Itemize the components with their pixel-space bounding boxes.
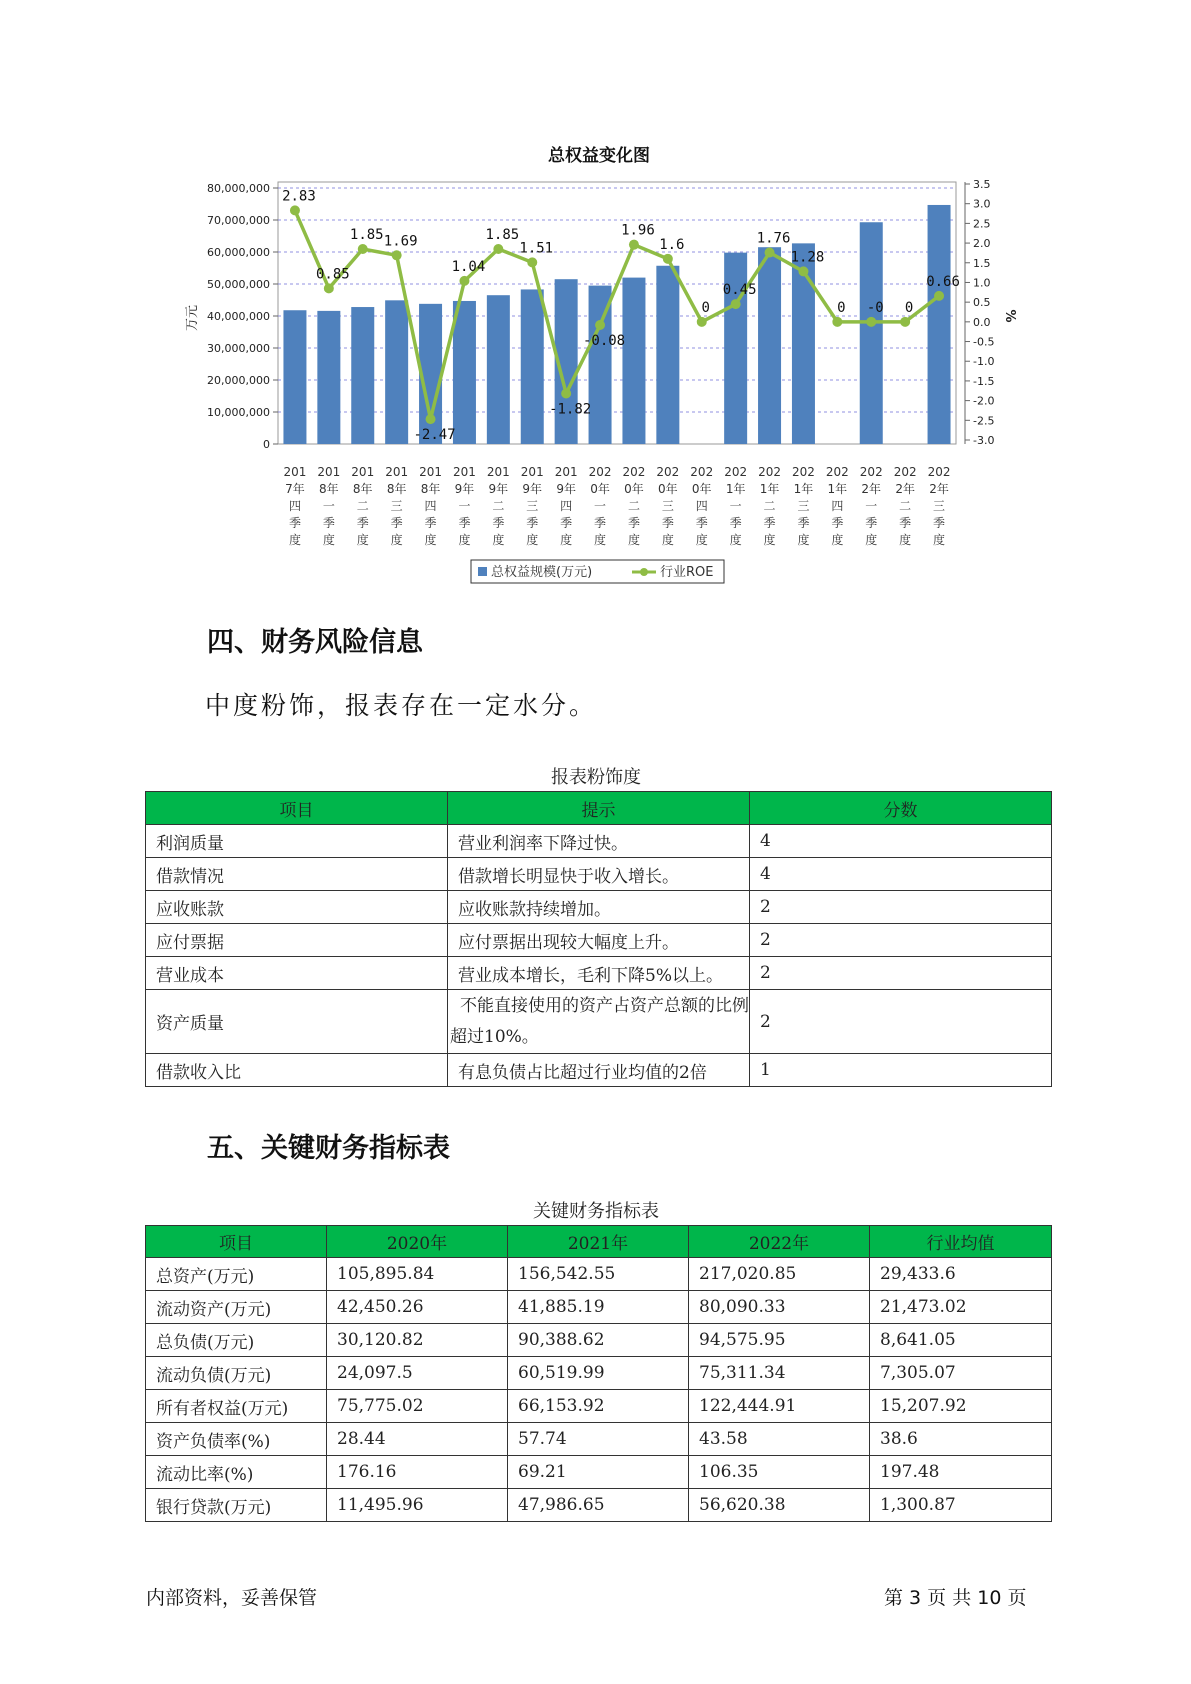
x-tick-label: 2年 [929, 482, 949, 496]
key-metric-value: 24,097.5 [327, 1357, 508, 1390]
risk-item: 借款收入比 [146, 1054, 448, 1087]
x-tick-label: 季 [526, 516, 539, 530]
key-metric-value: 197.48 [870, 1456, 1052, 1489]
legend-bar-label: 总权益规模(万元) [491, 565, 593, 580]
x-tick-label: 202 [825, 465, 849, 479]
key-metric-value: 217,020.85 [689, 1258, 870, 1291]
x-tick-label: 季 [288, 516, 301, 530]
x-tick-label: 季 [695, 516, 708, 530]
roe-point [426, 414, 436, 424]
x-tick-label: 8年 [386, 482, 407, 496]
x-tick-label: 季 [356, 516, 369, 530]
equity-bar [317, 311, 340, 444]
risk-score: 2 [750, 957, 1052, 990]
roe-data-label: -2.47 [413, 427, 456, 444]
key-metric-value: 7,305.07 [870, 1357, 1052, 1390]
key-metric-value: 75,775.02 [327, 1390, 508, 1423]
x-tick-label: 7年 [285, 482, 305, 496]
y-tick-label: 30,000,000 [207, 342, 270, 355]
x-tick-label: 202 [927, 465, 951, 479]
x-tick-label: 度 [526, 533, 539, 547]
key-metric-name: 流动负债(万元) [146, 1357, 327, 1390]
roe-point [934, 291, 944, 301]
equity-bar [351, 307, 374, 444]
plot-frame [278, 182, 956, 444]
key-header-cell: 2021年 [508, 1226, 689, 1258]
x-tick-label: 9年 [488, 482, 509, 496]
x-tick-label: 度 [492, 533, 505, 547]
equity-bar [521, 289, 544, 444]
x-tick-label: 季 [560, 516, 573, 530]
x-tick-label: 度 [627, 533, 640, 547]
x-tick-label: 度 [458, 533, 471, 547]
roe-data-label: 1.76 [756, 230, 791, 247]
key-metric-name: 总负债(万元) [146, 1324, 327, 1357]
key-metric-name: 资产负债率(%) [146, 1423, 327, 1456]
roe-point [900, 317, 910, 327]
x-tick-label: 季 [424, 516, 437, 530]
risk-score: 2 [750, 891, 1052, 924]
x-tick-label: 0年 [691, 482, 712, 496]
risk-hint: 应收账款持续增加。 [448, 891, 750, 924]
x-tick-label: 度 [560, 533, 573, 547]
x-tick-label: 四 [831, 499, 844, 513]
y-tick-label: 10,000,000 [207, 406, 270, 419]
roe-point [358, 244, 368, 254]
x-tick-label: 三 [933, 499, 946, 513]
key-metric-value: 69.21 [508, 1456, 689, 1489]
x-tick-label: 季 [763, 516, 776, 530]
x-tick-label: 度 [322, 533, 335, 547]
key-metric-value: 38.6 [870, 1423, 1052, 1456]
x-tick-label: 8年 [420, 482, 441, 496]
x-tick-label: 201 [486, 465, 510, 479]
roe-data-label: 1.51 [519, 240, 554, 257]
roe-data-label: 0 [904, 299, 914, 316]
x-tick-label: 201 [520, 465, 544, 479]
roe-point [324, 283, 334, 293]
x-tick-label: 度 [865, 533, 878, 547]
x-tick-label: 一 [594, 499, 607, 513]
risk-section-title: 四、财务风险信息 [207, 627, 423, 658]
equity-bar [656, 266, 679, 444]
roe-point [595, 320, 605, 330]
x-tick-label: 8年 [352, 482, 373, 496]
risk-row [146, 957, 1052, 990]
y2-tick-label: 2.5 [973, 217, 991, 231]
key-metric-value: 57.74 [508, 1423, 689, 1456]
roe-data-label: 0.45 [722, 282, 757, 299]
key-metric-value: 28.44 [327, 1423, 508, 1456]
x-tick-label: 三 [390, 499, 403, 513]
x-tick-label: 季 [322, 516, 335, 530]
x-tick-label: 三 [797, 499, 810, 513]
y2-tick-label: -2.0 [973, 394, 995, 408]
x-tick-label: 8年 [319, 482, 339, 496]
key-row [146, 1489, 1052, 1522]
roe-data-label: -0.08 [582, 332, 626, 349]
x-tick-label: 二 [627, 499, 640, 513]
y2-tick-label: 3.0 [973, 197, 991, 211]
x-tick-label: 201 [554, 465, 578, 479]
key-metric-value: 75,311.34 [689, 1357, 870, 1390]
y2-tick-label: -1.0 [973, 355, 995, 369]
risk-hint: 营业利润率下降过快。 [448, 825, 750, 858]
x-tick-label: 1年 [725, 482, 746, 496]
risk-score: 4 [750, 858, 1052, 891]
x-tick-label: 9年 [454, 482, 475, 496]
risk-row [146, 990, 1052, 1054]
x-tick-label: 四 [424, 499, 437, 513]
x-tick-label: 度 [424, 533, 437, 547]
y2-tick-label: 0.0 [973, 315, 991, 329]
x-tick-label: 0年 [590, 482, 610, 496]
y-axis-title: 万元 [185, 304, 200, 332]
y2-tick-label: -1.5 [973, 374, 995, 388]
x-tick-label: 季 [865, 516, 878, 530]
x-tick-label: 季 [899, 516, 912, 530]
x-tick-label: 202 [690, 465, 714, 479]
roe-data-label: 1.85 [349, 226, 384, 243]
y2-tick-label: 0.5 [973, 296, 991, 310]
key-metric-value: 41,885.19 [508, 1291, 689, 1324]
x-tick-label: 二 [763, 499, 776, 513]
risk-header-score: 分数 [750, 792, 1052, 825]
risk-hint: 应付票据出现较大幅度上升。 [448, 924, 750, 957]
risk-table [145, 791, 1052, 1087]
x-tick-label: 202 [656, 465, 680, 479]
x-tick-label: 四 [695, 499, 708, 513]
key-metric-name: 流动资产(万元) [146, 1291, 327, 1324]
risk-item: 资产质量 [146, 990, 448, 1054]
key-header-cell: 2022年 [689, 1226, 870, 1258]
key-row [146, 1291, 1052, 1324]
equity-bar [860, 222, 883, 444]
roe-point [629, 240, 639, 250]
footer-confidential: 内部资料，妥善保管 [146, 1587, 318, 1609]
risk-hint: 有息负债占比超过行业均值的2倍 [448, 1054, 750, 1087]
footer-page-number: 第 3 页 共 10 页 [884, 1587, 1027, 1609]
legend-bar-swatch [478, 567, 487, 576]
roe-point [832, 317, 842, 327]
y-tick-label: 20,000,000 [207, 374, 270, 387]
key-metric-name: 银行贷款(万元) [146, 1489, 327, 1522]
risk-score: 2 [750, 990, 1052, 1054]
risk-header-hint: 提示 [448, 792, 750, 825]
key-section-title: 五、关键财务指标表 [207, 1133, 450, 1164]
key-row [146, 1324, 1052, 1357]
x-tick-label: 四 [288, 499, 301, 513]
x-tick-label: 202 [622, 465, 646, 479]
equity-bar [928, 205, 951, 444]
equity-bar [758, 247, 781, 444]
x-tick-label: 度 [831, 533, 844, 547]
x-tick-label: 度 [899, 533, 912, 547]
x-tick-label: 度 [933, 533, 946, 547]
x-tick-label: 1年 [827, 482, 848, 496]
roe-point [731, 299, 741, 309]
key-metric-value: 56,620.38 [689, 1489, 870, 1522]
roe-point [663, 254, 673, 264]
y-tick-label: 60,000,000 [207, 246, 270, 259]
x-tick-label: 季 [797, 516, 810, 530]
key-metric-value: 94,575.95 [689, 1324, 870, 1357]
key-metric-value: 43.58 [689, 1423, 870, 1456]
x-tick-label: 季 [661, 516, 674, 530]
roe-point [493, 244, 503, 254]
y-tick-label: 40,000,000 [207, 310, 270, 323]
x-tick-label: 2年 [895, 482, 915, 496]
risk-row [146, 891, 1052, 924]
equity-bar [622, 278, 645, 444]
y-tick-label: 50,000,000 [207, 278, 270, 291]
key-row [146, 1456, 1052, 1489]
x-tick-label: 季 [831, 516, 844, 530]
risk-row [146, 858, 1052, 891]
key-metric-value: 105,895.84 [327, 1258, 508, 1291]
x-tick-label: 一 [865, 499, 878, 513]
y2-tick-label: -0.5 [973, 335, 995, 349]
key-header-cell: 2020年 [327, 1226, 508, 1258]
key-metric-value: 122,444.91 [689, 1390, 870, 1423]
x-tick-label: 度 [594, 533, 607, 547]
key-table-caption: 关键财务指标表 [533, 1201, 659, 1222]
risk-score: 2 [750, 924, 1052, 957]
key-row [146, 1423, 1052, 1456]
x-tick-label: 201 [385, 465, 409, 479]
risk-item: 借款情况 [146, 858, 448, 891]
y2-axis-title: % [1002, 309, 1017, 323]
risk-hint: 借款增长明显快于收入增长。 [448, 858, 750, 891]
x-tick-label: 202 [724, 465, 748, 479]
risk-item: 营业成本 [146, 957, 448, 990]
y-tick-label: 70,000,000 [207, 214, 270, 227]
x-tick-label: 9年 [556, 482, 576, 496]
risk-header-item: 项目 [146, 792, 448, 825]
key-metric-value: 11,495.96 [327, 1489, 508, 1522]
x-tick-label: 202 [893, 465, 917, 479]
risk-row [146, 825, 1052, 858]
risk-hint: 营业成本增长，毛利下降5%以上。 [448, 957, 750, 990]
risk-hint: 不能直接使用的资产占资产总额的比例超过10%。 [448, 990, 750, 1054]
equity-chart [0, 0, 1191, 600]
x-tick-label: 三 [526, 499, 539, 513]
x-tick-label: 201 [317, 465, 341, 479]
y-tick-label: 0 [263, 438, 270, 451]
x-tick-label: 季 [594, 516, 607, 530]
key-metric-value: 80,090.33 [689, 1291, 870, 1324]
x-tick-label: 201 [351, 465, 375, 479]
key-header-cell: 行业均值 [870, 1226, 1052, 1258]
x-tick-label: 201 [419, 465, 443, 479]
x-tick-label: 度 [390, 533, 403, 547]
x-tick-label: 二 [492, 499, 505, 513]
key-header-cell: 项目 [146, 1226, 327, 1258]
roe-data-label: 0.66 [926, 273, 960, 290]
y2-tick-label: 3.5 [973, 178, 991, 191]
roe-point [392, 250, 402, 260]
legend-line-label: 行业ROE [660, 565, 714, 580]
x-tick-label: 度 [797, 533, 810, 547]
roe-data-label: 1.96 [621, 222, 655, 239]
x-tick-label: 二 [899, 499, 912, 513]
roe-point [697, 317, 707, 327]
roe-data-label: 1.6 [659, 236, 685, 253]
roe-data-label: 1.69 [383, 233, 418, 250]
roe-data-label: -1.82 [549, 401, 592, 418]
x-tick-label: 202 [758, 465, 782, 479]
key-metric-value: 156,542.55 [508, 1258, 689, 1291]
key-metric-value: 90,388.62 [508, 1324, 689, 1357]
x-tick-label: 1年 [793, 482, 814, 496]
roe-point [798, 266, 808, 276]
key-metric-value: 47,986.65 [508, 1489, 689, 1522]
key-row [146, 1357, 1052, 1390]
roe-point [561, 389, 571, 399]
roe-data-label: 0.85 [315, 266, 350, 283]
x-tick-label: 度 [695, 533, 708, 547]
x-tick-label: 一 [729, 499, 742, 513]
roe-point [866, 317, 876, 327]
x-tick-label: 季 [933, 516, 946, 530]
risk-item: 利润质量 [146, 825, 448, 858]
chart-title: 总权益变化图 [548, 146, 650, 166]
y2-tick-label: 1.5 [973, 256, 991, 270]
x-tick-label: 季 [729, 516, 742, 530]
y-tick-label: 80,000,000 [207, 182, 270, 195]
roe-point [290, 205, 300, 215]
key-metric-value: 29,433.6 [870, 1258, 1052, 1291]
risk-row [146, 924, 1052, 957]
x-tick-label: 度 [763, 533, 776, 547]
roe-data-label: 0 [837, 299, 846, 316]
roe-point [459, 276, 469, 286]
x-tick-label: 季 [627, 516, 640, 530]
roe-data-label: 1.85 [485, 226, 520, 243]
x-tick-label: 0年 [658, 482, 678, 496]
key-metric-name: 流动比率(%) [146, 1456, 327, 1489]
x-tick-label: 9年 [522, 482, 543, 496]
key-metric-value: 30,120.82 [327, 1324, 508, 1357]
key-metrics-table [145, 1225, 1052, 1522]
key-metric-value: 21,473.02 [870, 1291, 1052, 1324]
roe-data-label: 2.83 [282, 188, 316, 205]
y2-tick-label: -3.0 [973, 434, 995, 447]
key-metric-name: 总资产(万元) [146, 1258, 327, 1291]
x-tick-label: 1年 [759, 482, 780, 496]
risk-item: 应付票据 [146, 924, 448, 957]
x-tick-label: 0年 [624, 482, 644, 496]
risk-score: 4 [750, 825, 1052, 858]
y2-tick-label: 2.0 [973, 237, 991, 251]
x-tick-label: 季 [390, 516, 403, 530]
x-tick-label: 度 [288, 533, 301, 547]
x-tick-label: 一 [322, 499, 335, 513]
y2-tick-label: -2.5 [973, 414, 995, 428]
x-tick-label: 季 [492, 516, 505, 530]
equity-bar [453, 301, 476, 444]
roe-data-label: 1.04 [451, 258, 486, 275]
equity-bar [487, 295, 510, 444]
key-metric-value: 1,300.87 [870, 1489, 1052, 1522]
x-tick-label: 二 [356, 499, 369, 513]
legend-line-marker [640, 568, 648, 576]
risk-score: 1 [750, 1054, 1052, 1087]
risk-row [146, 1054, 1052, 1087]
x-tick-label: 度 [729, 533, 742, 547]
roe-point [527, 257, 537, 267]
risk-item: 应收账款 [146, 891, 448, 924]
x-tick-label: 一 [458, 499, 471, 513]
x-tick-label: 2年 [861, 482, 882, 496]
roe-data-label: 0 [701, 299, 710, 316]
y2-tick-label: 1.0 [973, 276, 991, 290]
x-tick-label: 三 [661, 499, 674, 513]
roe-point [765, 248, 775, 258]
x-tick-label: 202 [791, 465, 815, 479]
roe-data-label: -0 [866, 299, 884, 316]
equity-bar [385, 300, 408, 444]
key-row [146, 1390, 1052, 1423]
x-tick-label: 201 [283, 465, 307, 479]
x-tick-label: 202 [588, 465, 612, 479]
key-metric-value: 106.35 [689, 1456, 870, 1489]
x-tick-label: 202 [859, 465, 883, 479]
x-tick-label: 度 [661, 533, 674, 547]
key-metric-value: 176.16 [327, 1456, 508, 1489]
risk-table-caption: 报表粉饰度 [551, 767, 641, 788]
key-metric-value: 15,207.92 [870, 1390, 1052, 1423]
key-metric-value: 8,641.05 [870, 1324, 1052, 1357]
x-tick-label: 度 [356, 533, 369, 547]
key-metric-name: 所有者权益(万元) [146, 1390, 327, 1423]
risk-summary-text: 中度粉饰，报表存在一定水分。 [205, 691, 598, 720]
roe-data-label: 1.28 [790, 249, 825, 266]
x-tick-label: 201 [452, 465, 476, 479]
x-tick-label: 四 [560, 499, 573, 513]
key-metric-value: 66,153.92 [508, 1390, 689, 1423]
key-row [146, 1258, 1052, 1291]
x-tick-label: 季 [458, 516, 471, 530]
key-metric-value: 42,450.26 [327, 1291, 508, 1324]
key-metric-value: 60,519.99 [508, 1357, 689, 1390]
equity-bar [283, 310, 306, 444]
